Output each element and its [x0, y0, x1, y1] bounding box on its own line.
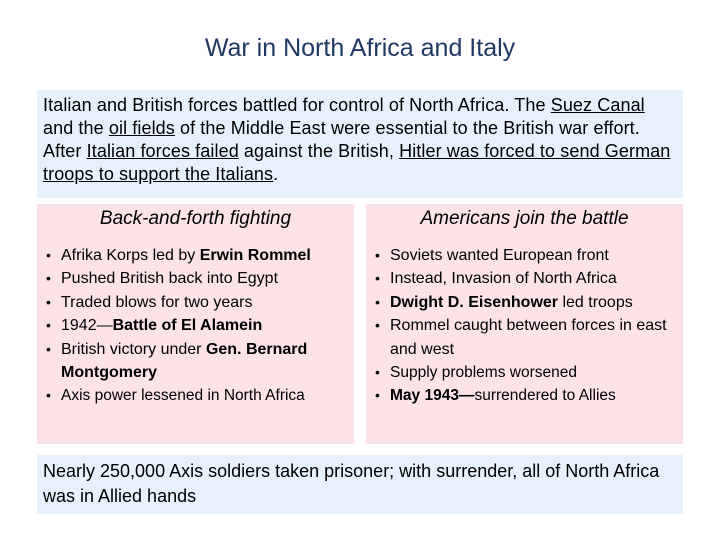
list-item: [46, 291, 351, 314]
bullet-icon: •: [46, 340, 51, 357]
bullet-icon: •: [375, 387, 380, 404]
bullet-icon: •: [46, 317, 51, 334]
list-item: [375, 314, 680, 361]
intro-text-5: .: [273, 164, 279, 184]
item-text: Supply problems worsened: [390, 364, 577, 382]
bullet-icon: •: [46, 387, 51, 404]
list-item: [375, 244, 680, 267]
item-text: Axis power lessened in North Africa: [61, 387, 305, 405]
bullet-icon: •: [46, 270, 51, 287]
item-text: Instead, Invasion of North Africa: [390, 270, 617, 288]
list-item: [375, 267, 680, 290]
bullet-icon: •: [375, 317, 380, 334]
intro-underline-hitler: Hitler was forced to send German troops to support the Italians: [43, 141, 671, 184]
item-text: Rommel caught between forces in east and west: [390, 317, 667, 358]
bullet-icon: •: [375, 364, 380, 381]
item-text: British victory under: [61, 340, 206, 358]
intro-underline-suez: Suez Canal: [550, 95, 645, 115]
intro-text-3: of the Middle East were essential to the British war effort. After: [43, 118, 640, 161]
item-bold-text: Erwin Rommel: [199, 247, 311, 264]
item-bold-text: Battle of El Alamein: [112, 317, 263, 335]
item-text: 1942—: [61, 317, 113, 335]
right-panel-heading: Americans join the battle: [420, 208, 629, 229]
summary-box: Nearly 250,000 Axis soldiers taken prisoner; with surrender, all of North Africa was in Allied hands: [37, 455, 683, 514]
intro-underline-oil: oil fields: [108, 118, 175, 138]
list-item: [46, 384, 351, 407]
left-bullet-list: [46, 244, 351, 408]
bullet-icon: •: [46, 293, 51, 310]
list-item: [46, 244, 351, 267]
item-bold-text: Dwight D. Eisenhower: [390, 293, 559, 311]
item-text: Soviets wanted European front: [390, 247, 609, 264]
intro-text-1: Italian and British forces battled for control of North Africa. The: [43, 95, 551, 115]
right-bullet-list: [375, 244, 680, 408]
bullet-icon: •: [375, 293, 380, 310]
intro-text-2: and the: [43, 118, 109, 138]
list-item: [375, 291, 680, 314]
item-text: Afrika Korps led by: [61, 247, 200, 264]
intro-underline-italian: Italian forces failed: [86, 141, 239, 161]
list-item: [46, 338, 351, 385]
list-item: [375, 361, 680, 384]
list-item: [46, 267, 351, 290]
item-text: surrendered to Allies: [474, 387, 616, 405]
item-text: Traded blows for two years: [61, 293, 253, 311]
item-text: led troops: [558, 293, 633, 311]
intro-text-4: against the British,: [238, 141, 400, 161]
bullet-icon: •: [375, 247, 380, 263]
right-panel: [366, 204, 683, 444]
slide-title: War in North Africa and Italy: [204, 34, 516, 62]
list-item: [46, 314, 351, 337]
bullet-icon: •: [46, 247, 51, 263]
left-panel: [37, 204, 354, 444]
item-bold-text: May 1943—: [390, 387, 475, 405]
bullet-icon: •: [375, 270, 380, 287]
left-panel-heading: Back-and-forth fighting: [99, 208, 292, 229]
list-item: [375, 384, 680, 407]
item-bold-text: Gen. Bernard Montgomery: [61, 340, 308, 382]
item-text: Pushed British back into Egypt: [61, 270, 279, 288]
intro-paragraph: [37, 90, 683, 198]
